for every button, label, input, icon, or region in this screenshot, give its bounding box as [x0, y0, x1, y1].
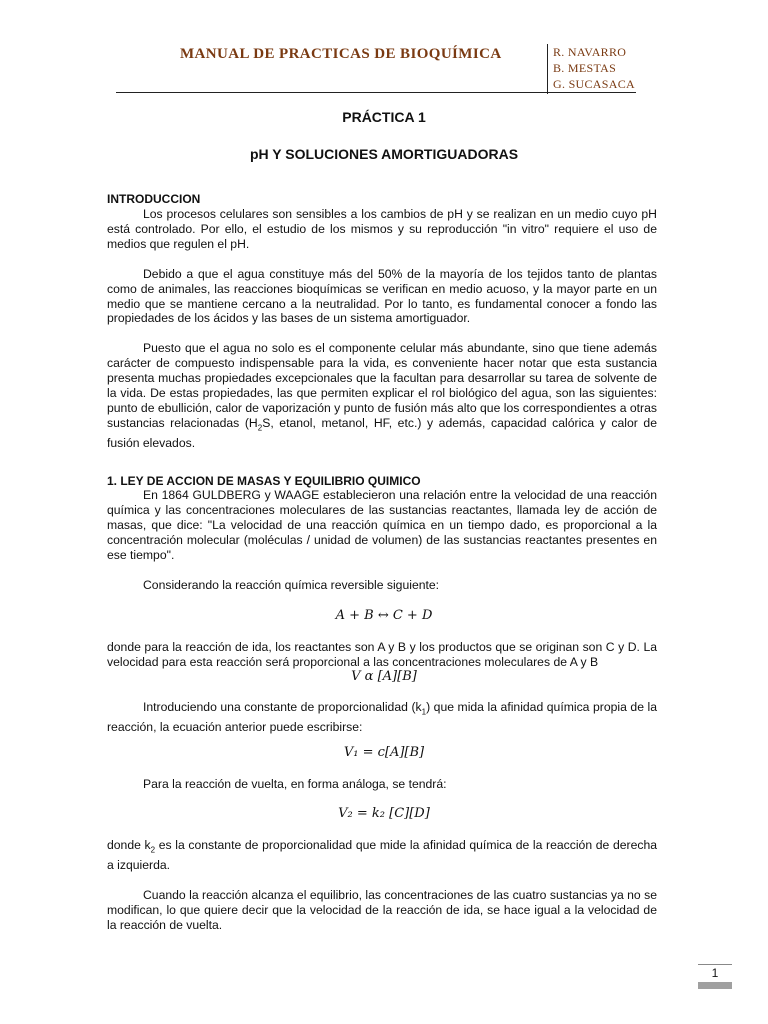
section-1-body-a: [107, 488, 657, 592]
intro-paragraph-1: Los procesos celulares son sensibles a los cambios de pH y se realizan en un medio cuyo pH está controlado. Por ello, el estudio de los mismos y su reproducción "in vitro" requiere el uso de medios que regulen el pH.: [107, 207, 657, 251]
header-rule: [116, 92, 636, 93]
section-1-paragraph-5: Para la reacción de vuelta, en forma análoga, se tendrá:: [143, 777, 447, 791]
authors: [553, 44, 635, 92]
section-1-heading: 1. LEY DE ACCION DE MASAS Y EQUILIBRIO QUIMICO: [107, 474, 421, 488]
author-1: R. NAVARRO: [553, 45, 627, 59]
header-title: MANUAL DE PRACTICAS DE BIOQUÍMICA: [180, 46, 502, 62]
intro-paragraph-3: Puesto que el agua no solo es el componente celular más abundante, sino que tiene además carácter de compuesto indispensable para la vida, es conveniente hacer notar que esta sustancia presenta muchas propiedades excepcionales que la facultan para desarrollar su tarea de solvente de la vida. De estas propiedades, las que permiten explicar el rol biológico del agua, son las siguientes: punto de ebullición, calor de vaporización y punto de fusión más alto que los correspondientes a otras sustancias relacionadas ($H_2S$, etanol, metanol, HF, etc.) y además, capacidad calórica y calor de fusión elevados.: [107, 341, 657, 451]
section-1-paragraph-7: Cuando la reacción alcanza el equilibrio, las concentraciones de las cuatro sustancias ya no se modifican, lo que quiere decir que la velocidad de la reacción de ida, se hace igual a la velocidad de la reacción de vuelta.: [107, 888, 657, 933]
section-1-paragraph-1: En 1864 GULDBERG y WAAGE establecieron una relación entre la velocidad de una reacción química y las concentraciones moleculares de las sustancias reactantes, llamada ley de acción de masas, que dice: "La velocidad de una reacción química en un tiempo dado, es proporcional a la concentración molecular (moléculas / unidad de volumen) de las sustancias reactantes presentes en ese tiempo".: [107, 488, 657, 562]
section-1-body-b: [107, 640, 657, 670]
section-1-paragraph-2: Considerando la reacción química reversible siguiente:: [143, 577, 440, 592]
intro-paragraph-2: Debido a que el agua constituye más del 50% de la mayoría de los tejidos tanto de plantas como de animales, las reacciones bioquímicas se verifican en medio acuoso, y la mayor parte en un medio que se mantiene cercano a la neutralidad. Por lo tanto, es fundamental conocer a fondo las propiedades de los ácidos y las bases de un sistema amortiguador.: [107, 266, 657, 326]
page-number-bar: [698, 982, 732, 989]
header-vertical-rule: [547, 44, 548, 94]
intro-heading: INTRODUCCION: [107, 192, 201, 206]
page-number-rule: [698, 964, 732, 965]
section-1-body-d: [107, 777, 657, 792]
section-1-body-e: [107, 838, 657, 933]
equation-v2: V₂ = k₂ [C][D]: [338, 806, 430, 821]
intro-body: [107, 207, 657, 451]
section-1-body-c: [107, 700, 657, 735]
author-2: B. MESTAS: [553, 61, 617, 75]
section-1-paragraph-3: donde para la reacción de ida, los reactantes son A y B y los productos que se originan son C y D. La velocidad para esta reacción será proporcional a las concentraciones moleculares de A y B: [107, 640, 657, 669]
section-1-paragraph-6: donde $k_2$ es la constante de proporcionalidad que mide la afinidad química de la reacción de derecha a izquierda.: [107, 838, 657, 873]
equation-v1: V₁ = c[A][B]: [343, 745, 425, 760]
practice-subtitle: pH Y SOLUCIONES AMORTIGUADORAS: [249, 146, 519, 162]
section-1-paragraph-4: Introduciendo una constante de proporcionalidad $(k_1)$ que mida la afinidad química propia de la reacción, la ecuación anterior puede escribirse:: [107, 700, 658, 735]
equation-reversible-reaction: A + B ↔ C + D: [335, 608, 433, 623]
equation-velocity-proportional: V α [A][B]: [351, 669, 417, 684]
author-3: G. SUCASACA: [553, 77, 635, 91]
practice-title: PRÁCTICA 1: [342, 109, 426, 125]
page-number: 1: [711, 966, 719, 980]
